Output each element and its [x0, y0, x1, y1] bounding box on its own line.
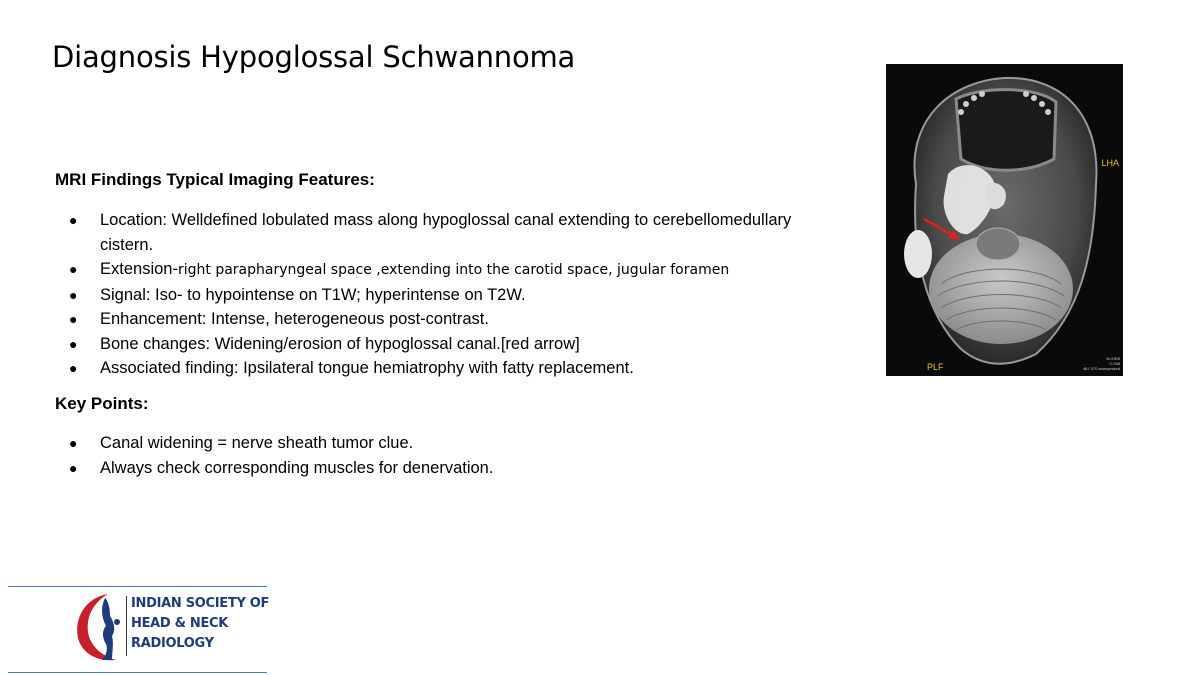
logo-bottom-rule [8, 672, 267, 673]
mri-findings-list [55, 208, 845, 381]
mri-axial-image [886, 64, 1123, 376]
enhancement-text: Enhancement: Intense, heterogeneous post-contrast. [100, 310, 489, 328]
bullet-icon: ● [69, 286, 78, 303]
key-point-text: Always check corresponding muscles for denervation. [100, 458, 494, 477]
logo-line-1: INDIAN SOCIETY OF [131, 596, 270, 611]
window-center-text: C:938 [1109, 361, 1120, 366]
window-level-readout [1083, 356, 1120, 371]
bullet-icon: ● [69, 360, 78, 376]
key-point-text: Canal widening = nerve sheath tumor clue. [100, 434, 414, 452]
bullet-icon: ● [69, 311, 78, 327]
logo-top-rule [8, 586, 267, 587]
list-item [55, 208, 845, 257]
bullet-icon: ● [69, 212, 78, 228]
list-item [55, 356, 845, 381]
list-item [55, 431, 845, 456]
extension-prefix: Extension- [100, 260, 178, 278]
bullet-icon: ● [69, 459, 78, 476]
logo-line-3: RADIOLOGY [131, 636, 214, 651]
list-item [55, 283, 845, 308]
bone-changes-text: Bone changes: Widening/erosion of hypoglossal canal.[red arrow] [100, 334, 580, 353]
orientation-label-plf: PLF [927, 362, 944, 372]
location-text: Location: Welldefined lobulated mass along hypoglossal canal extending to cerebellomedullary cistern. [100, 211, 792, 254]
key-points-heading: Key Points: [55, 394, 149, 413]
slide-title: Diagnosis Hypoglossal Schwannoma [52, 40, 576, 74]
mri-scan-drawing [886, 64, 1123, 376]
list-item [55, 332, 845, 357]
isnhr-logo-icon [72, 588, 128, 664]
window-width-text: W:2309 [1106, 356, 1120, 361]
logo-line-2: HEAD & NECK [131, 616, 229, 631]
key-points-list [55, 431, 845, 480]
mri-findings-heading: MRI Findings Typical Imaging Features: [55, 170, 375, 189]
logo-divider [126, 596, 127, 656]
list-item [55, 456, 845, 481]
orientation-label-lha: LHA [1101, 158, 1119, 168]
bullet-icon: ● [69, 335, 78, 352]
bullet-icon: ● [69, 435, 78, 451]
associated-finding-text: Associated finding: Ipsilateral tongue hemiatrophy with fatty replacement. [100, 359, 634, 377]
list-item [55, 257, 845, 283]
series-text: 48 I 370 anonymized [1082, 366, 1120, 371]
signal-text: Signal: Iso- to hypointense on T1W; hyperintense on T2W. [100, 285, 526, 304]
extension-detail: right parapharyngeal space ,extending into the carotid space, jugular foramen [177, 262, 730, 278]
bullet-icon: ● [69, 261, 78, 277]
list-item [55, 307, 845, 332]
logo-text [131, 594, 269, 654]
